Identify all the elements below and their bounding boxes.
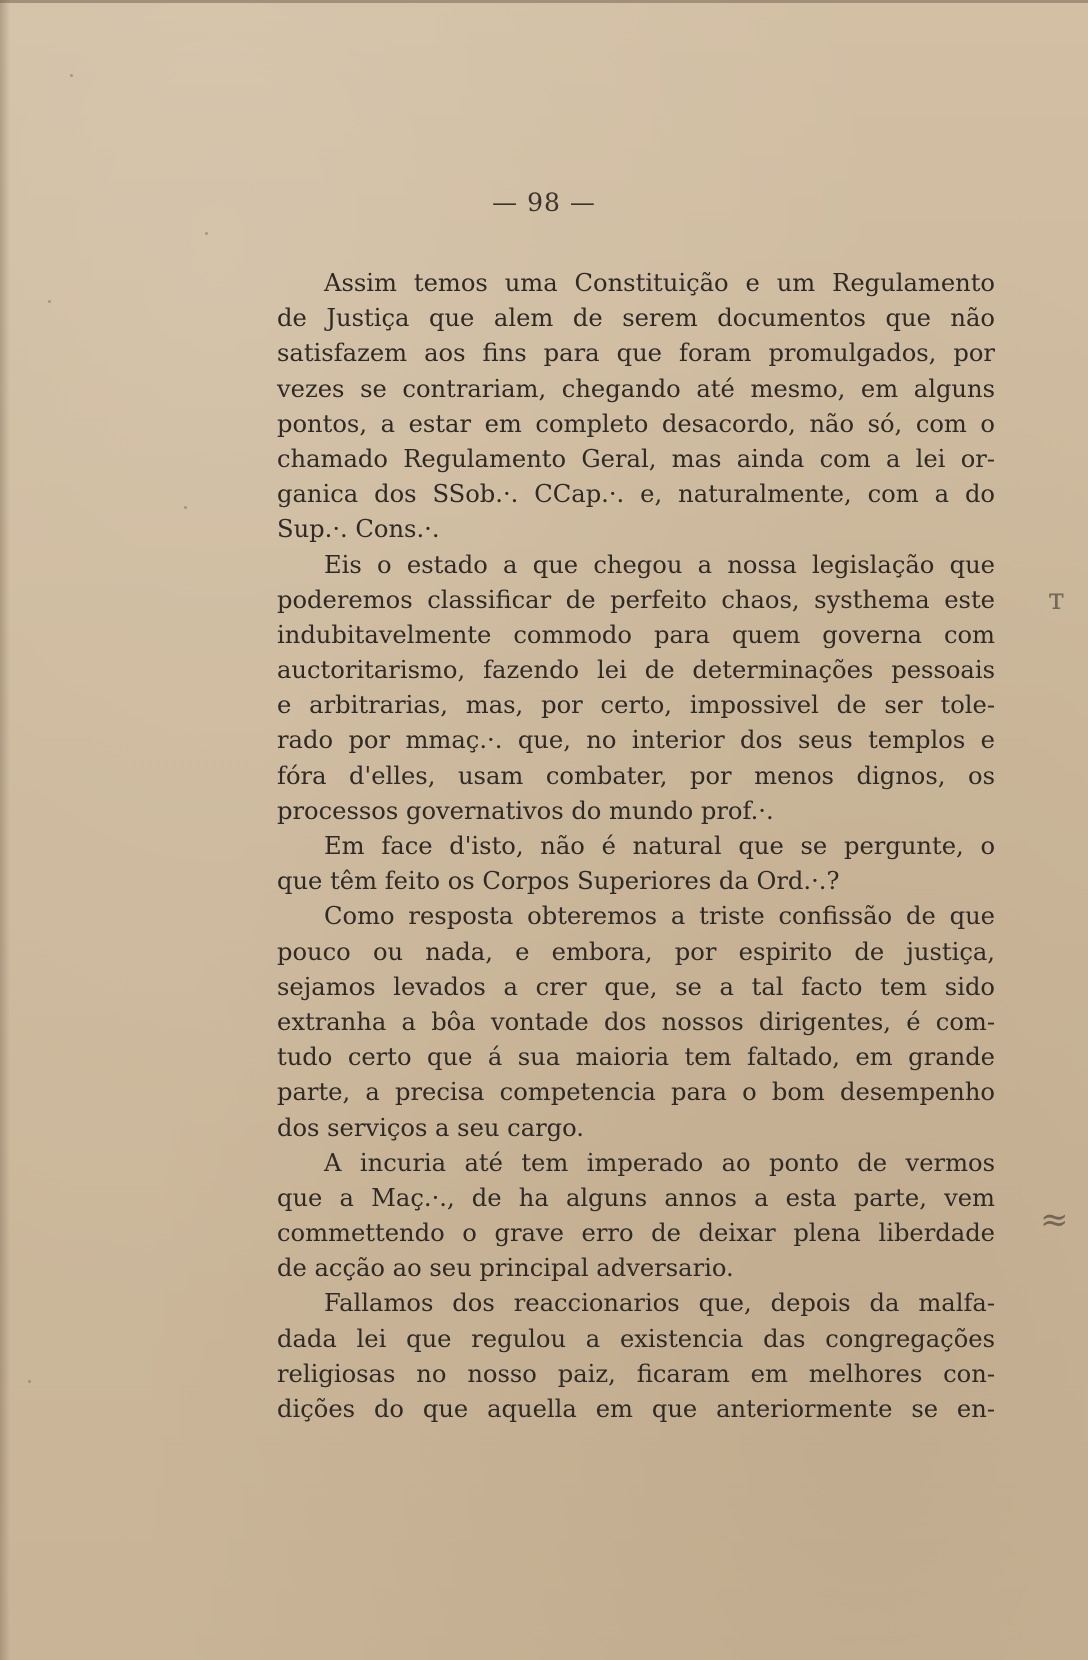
page-number: — 98 —	[492, 188, 596, 217]
text-line: de Justiça que alem de serem documentos que não	[277, 304, 995, 333]
text-line: vezes se contrariam, chegando até mesmo, em alguns	[277, 374, 995, 403]
text-line: indubitavelmente commodo para quem governa com	[277, 620, 995, 649]
text-line: sejamos levados a crer que, se a tal facto tem sido	[277, 972, 995, 1001]
text-line: Como resposta obteremos a triste confissão de que	[324, 902, 995, 931]
paper-speck	[205, 232, 208, 235]
text-line: Sup.·. Cons.·.	[277, 515, 440, 544]
text-line: processos governativos do mundo prof.·.	[277, 796, 774, 825]
text-line: chamado Regulamento Geral, mas ainda com a lei or-	[277, 444, 995, 473]
text-line: Assim temos uma Constituição e um Regulamento	[324, 269, 995, 297]
text-line: dada lei que regulou a existencia das congregações	[277, 1324, 995, 1353]
text-line: que têm feito os Corpos Superiores da Ord.·.?	[277, 867, 840, 896]
text-line: que a Maç.·., de ha alguns annos a esta parte, vem	[277, 1183, 995, 1212]
text-line: pouco ou nada, e embora, por espirito de justiça,	[277, 937, 995, 966]
text-line: ganica dos SSob.·. CCap.·. e, naturalmente, com a do	[277, 480, 995, 509]
body-text	[277, 266, 995, 1427]
paper-speck	[48, 300, 51, 303]
text-line: dições do que aquella em que anteriormente se en-	[277, 1395, 995, 1423]
text-line: religiosas no nosso paiz, ficaram em melhores con-	[277, 1359, 995, 1388]
text-line: extranha a bôa vontade dos nossos dirigentes, é com-	[277, 1007, 995, 1036]
text-line: poderemos classificar de perfeito chaos, systhema este	[277, 585, 995, 614]
paper-speck	[70, 74, 73, 77]
paper-speck	[184, 506, 187, 509]
text-line: rado por mmaç.·. que, no interior dos seus templos e	[277, 726, 995, 755]
text-line: parte, a precisa competencia para o bom desempenho	[277, 1078, 995, 1107]
text-line: de acção ao seu principal adversario.	[277, 1254, 734, 1283]
text-line: A incuria até tem imperado ao ponto de vermos	[324, 1148, 995, 1177]
text-line: Eis o estado a que chegou a nossa legislação que	[324, 550, 995, 579]
paper-speck	[28, 1380, 31, 1383]
ink-blot-mark: ≈	[1040, 1200, 1069, 1240]
text-line: tudo certo que á sua maioria tem faltado, em grande	[277, 1043, 995, 1072]
text-line: satisfazem aos fins para que foram promulgados, por	[277, 339, 995, 368]
text-line: dos serviços a seu cargo.	[277, 1113, 584, 1142]
text-line: pontos, a estar em completo desacordo, não só, com o	[277, 409, 995, 438]
text-line: Em face d'isto, não é natural que se pergunte, o	[324, 832, 995, 860]
text-line: auctoritarismo, fazendo lei de determinações pessoais	[277, 656, 995, 685]
ink-blot-mark: т	[1048, 582, 1065, 617]
page-top-edge	[0, 0, 1088, 3]
page-binding-shadow	[0, 0, 10, 1660]
text-line: commettendo o grave erro de deixar plena liberdade	[277, 1219, 995, 1248]
text-line: fóra d'elles, usam combater, por menos dignos, os	[277, 761, 995, 790]
text-line: Fallamos dos reaccionarios que, depois da malfa-	[324, 1289, 995, 1318]
text-line: e arbitrarias, mas, por certo, impossivel de ser tole-	[277, 691, 995, 720]
